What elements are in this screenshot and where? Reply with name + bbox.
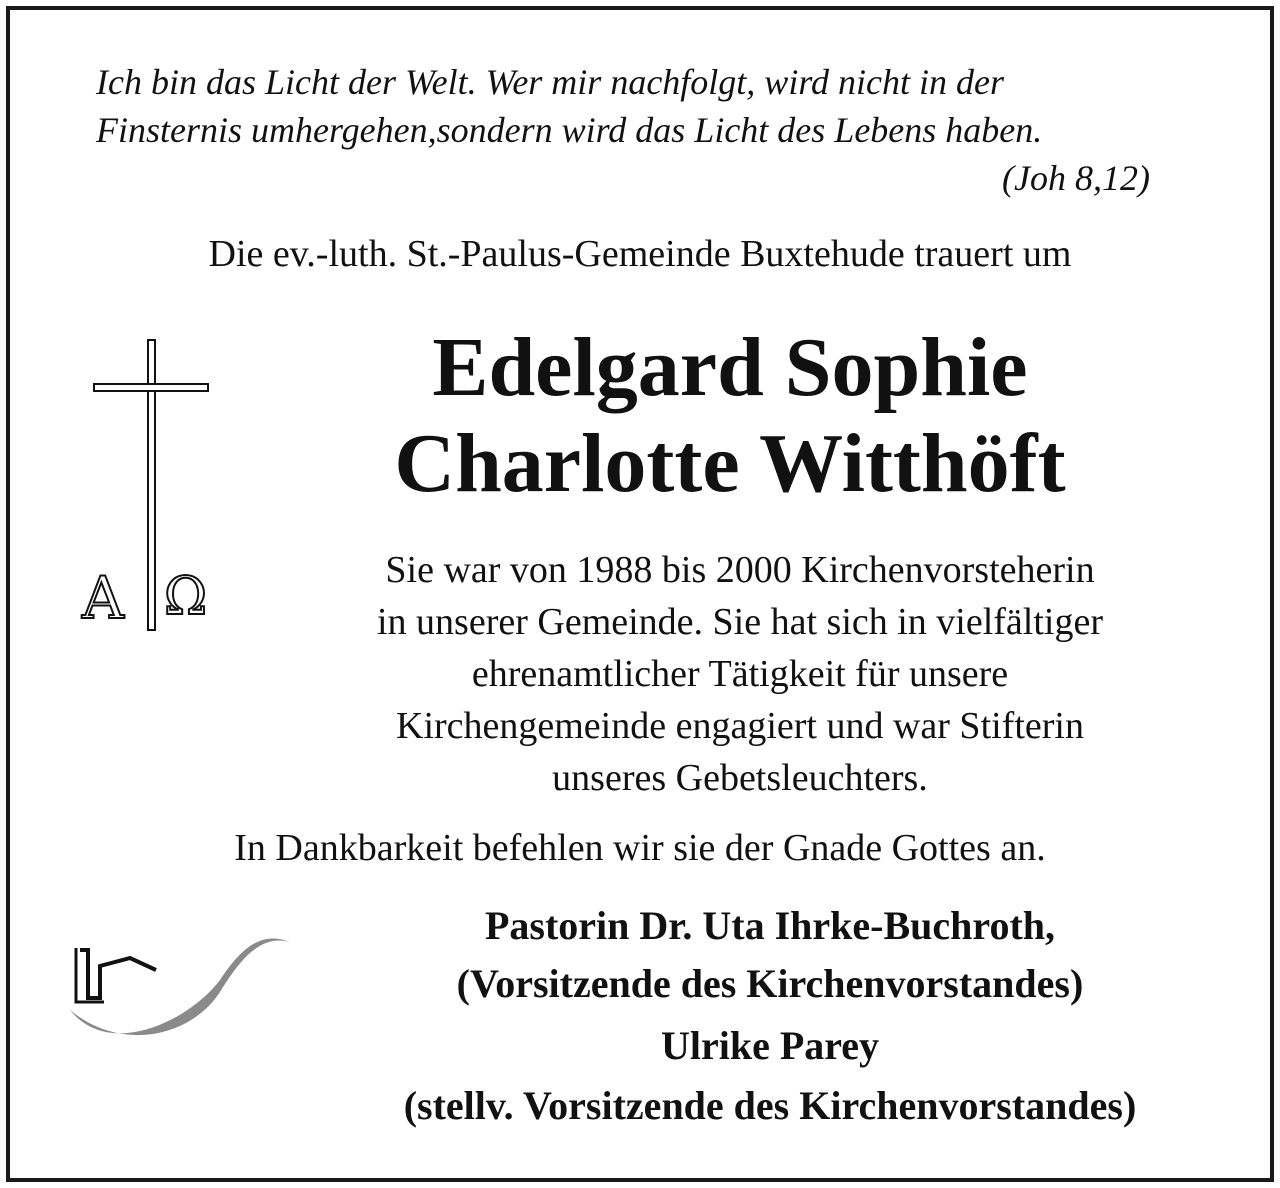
tribute-line: in unserer Gemeinde. Sie hat sich in vielfältiger: [377, 601, 1103, 643]
signatory-1-role: (Vorsitzende des Kirchenvorstandes): [456, 961, 1084, 1006]
tribute-text: [270, 544, 1210, 804]
signatory-1-name: Pastorin Dr. Uta Ihrke-Buchroth,: [484, 903, 1056, 948]
signatory-2-name: Ulrike Parey: [660, 1023, 880, 1068]
tribute-line: Kirchengemeinde engagiert und war Stifterin: [396, 705, 1084, 747]
verse-line-2: Finsternis umhergehen,sondern wird das Licht des Lebens haben.: [96, 110, 1043, 150]
cross-alpha-omega-icon: [76, 336, 226, 636]
mourning-intro: Die ev.-luth. St.-Paulus-Gemeinde Buxtehude trauert um: [208, 233, 1072, 275]
tribute-line: ehrenamtlicher Tätigkeit für unsere: [471, 653, 1009, 695]
signatory-2-role: (stellv. Vorsitzende des Kirchenvorstandes): [403, 1083, 1137, 1128]
svg-text:Ω: Ω: [164, 567, 208, 627]
bible-verse: [96, 58, 1206, 202]
svg-text:A: A: [82, 564, 124, 632]
deceased-name-line-2: Charlotte Witthöft: [394, 417, 1066, 510]
church-logo-icon: [70, 920, 300, 1040]
deceased-name: [290, 320, 1170, 512]
tribute-line: Sie war von 1988 bis 2000 Kirchenvorsteherin: [385, 549, 1095, 591]
tribute-line: unseres Gebetsleuchters.: [552, 757, 928, 799]
verse-line-1: Ich bin das Licht der Welt. Wer mir nachfolgt, wird nicht in der: [96, 62, 1004, 102]
closing-line: In Dankbarkeit befehlen wir sie der Gnade Gottes an.: [234, 827, 1046, 869]
deceased-name-line-1: Edelgard Sophie: [432, 321, 1028, 414]
verse-reference: (Joh 8,12): [1002, 158, 1150, 198]
